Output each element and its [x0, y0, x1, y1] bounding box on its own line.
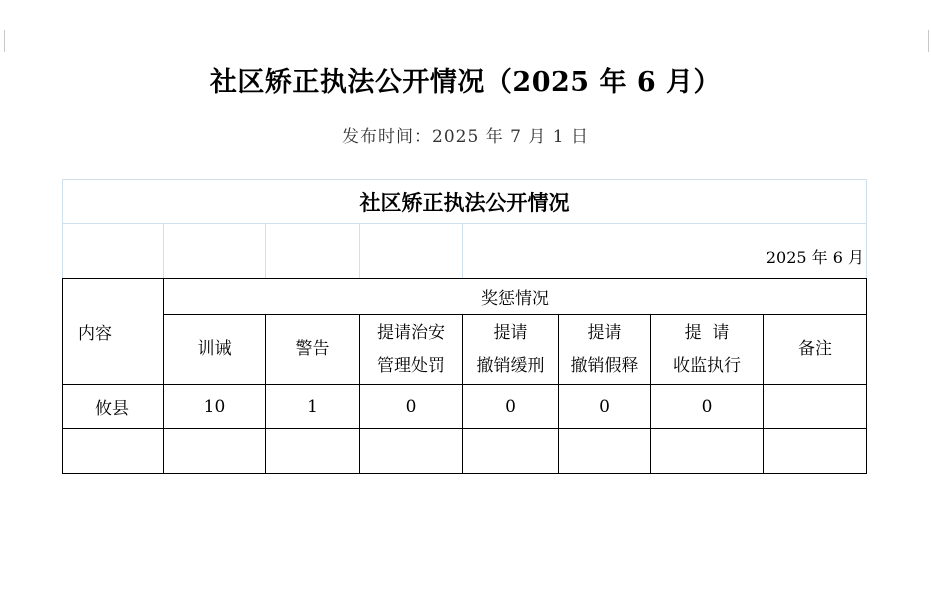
document-title: 社区矫正执法公开情况（2025 年 6 月）: [209, 67, 722, 98]
value-cell: 0: [463, 385, 559, 429]
empty-row: [63, 429, 867, 474]
empty-cell: [164, 429, 266, 474]
blank-cell: [360, 224, 463, 279]
empty-cell: [463, 429, 559, 474]
blank-cell: [63, 224, 164, 279]
empty-cell: [559, 429, 651, 474]
table-caption: 社区矫正执法公开情况: [63, 180, 867, 224]
group-header-row: [63, 279, 867, 315]
blank-cell: [164, 224, 266, 279]
value-cell: 0: [559, 385, 651, 429]
column-header-revoke-probation: [463, 315, 559, 385]
column-header-row: [63, 315, 867, 385]
caption-row: [63, 180, 867, 224]
empty-cell: [360, 429, 463, 474]
column-header-revoke-parole: [559, 315, 651, 385]
row-header-content: 内容: [63, 279, 164, 385]
empty-cell: [651, 429, 764, 474]
column-header-line: 撤销假释: [570, 355, 639, 376]
value-cell: 0: [360, 385, 463, 429]
column-header-line: 提请治安: [377, 322, 445, 343]
empty-cell: [266, 429, 360, 474]
value-cell: [764, 385, 867, 429]
column-header-commit-to-prison: [651, 315, 764, 385]
enforcement-table: [62, 179, 867, 474]
group-header-rewards-penalties: 奖惩情况: [164, 279, 867, 315]
column-header-warning: [266, 315, 360, 385]
publish-date: 发布时间：2025 年 7 月 1 日: [342, 127, 589, 147]
column-header-remarks: [764, 315, 867, 385]
column-header-line: 备注: [798, 339, 832, 359]
column-header-line: 提 请: [684, 322, 730, 343]
value-cell: 10: [164, 385, 266, 429]
table-row: [63, 385, 867, 429]
period-row: [63, 224, 867, 279]
column-header-public-security-penalty: [360, 315, 463, 385]
column-header-admonition: [164, 315, 266, 385]
region-cell: 攸县: [63, 385, 164, 429]
column-header-line: 训诫: [197, 339, 232, 359]
value-cell: 0: [651, 385, 764, 429]
table-period: 2025 年 6 月: [463, 224, 867, 279]
column-header-line: 提请: [587, 322, 622, 343]
empty-cell: [63, 429, 164, 474]
crop-mark-right: [928, 30, 929, 52]
crop-mark-left: [4, 30, 5, 52]
blank-cell: [266, 224, 360, 279]
column-header-line: 管理处罚: [377, 355, 445, 376]
empty-cell: [764, 429, 867, 474]
column-header-line: 提请: [493, 322, 528, 343]
value-cell: 1: [266, 385, 360, 429]
column-header-line: 警告: [295, 339, 330, 359]
column-header-line: 撤销缓刑: [476, 355, 545, 376]
column-header-line: 收监执行: [673, 355, 741, 376]
